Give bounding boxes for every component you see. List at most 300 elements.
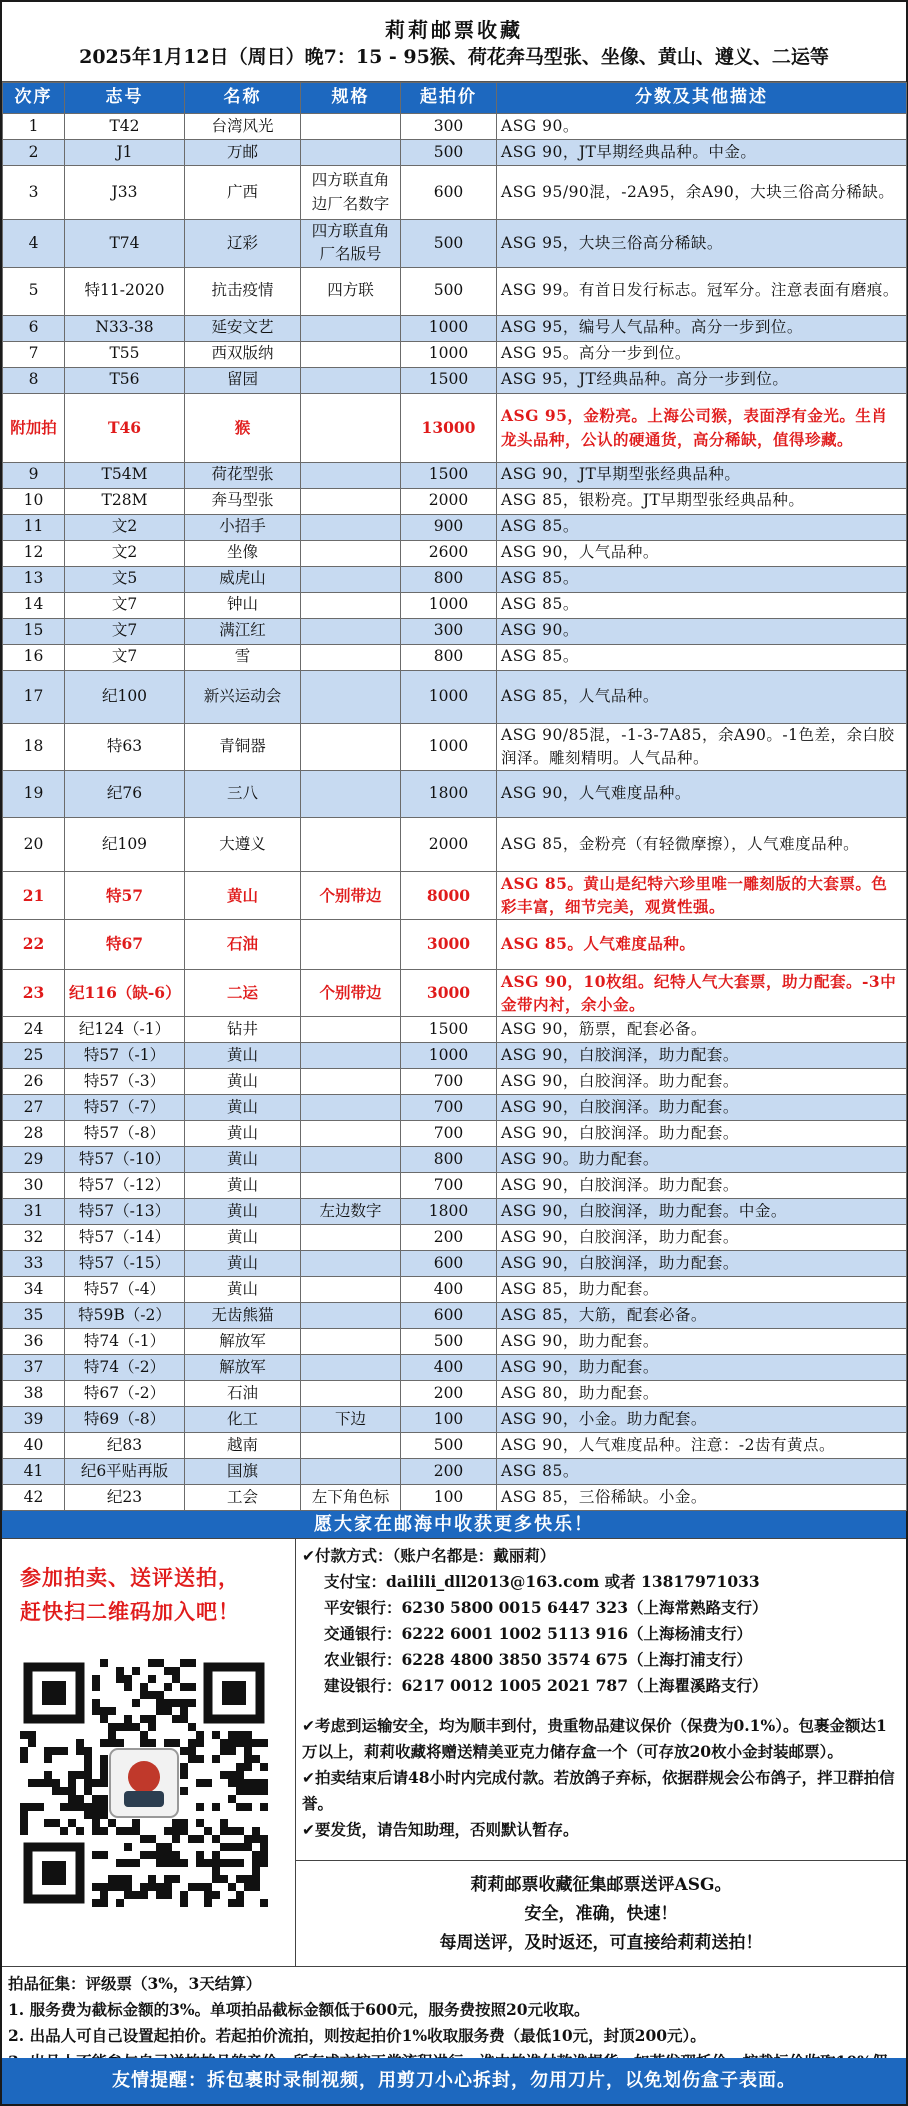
table-row xyxy=(3,1303,907,1329)
lot-description: ASG 90，白胶润泽，助力配套。 xyxy=(497,1043,907,1069)
stamp-spec xyxy=(301,393,401,462)
stamp-code: 特57 xyxy=(65,872,185,920)
stamp-spec xyxy=(301,341,401,367)
stamp-name: 石油 xyxy=(185,1381,301,1407)
shipping-note: ✔考虑到运输安全，均为顺丰到付，贵重物品建议保价（保费为0.1%）。包裹金额达1万以上，莉莉收藏将赠送精美亚克力储存盒一个（可存放20枚小金封装邮票）。 xyxy=(302,1716,887,1761)
stamp-code: 特57（-1） xyxy=(65,1043,185,1069)
lot-description: ASG 90，助力配套。 xyxy=(497,1355,907,1381)
lot-description: ASG 85，银粉亮。JT早期型张经典品种。 xyxy=(497,488,907,514)
payment-deadline-note: ✔拍卖结束后请48小时内完成付款。若放鸽子弃标，依据群规会公布鸽子，拌卫群拍信誉。 xyxy=(302,1768,895,1813)
start-price: 400 xyxy=(401,1355,497,1381)
lot-description: ASG 90，白胶润泽。助力配套。 xyxy=(497,1069,907,1095)
stamp-code: 特63 xyxy=(65,723,185,771)
stamp-code: T46 xyxy=(65,393,185,462)
stamp-name: 工会 xyxy=(185,1485,301,1511)
lot-description: ASG 85。 xyxy=(497,592,907,618)
lot-description: ASG 95，大块三俗高分稀缺。 xyxy=(497,220,907,268)
lot-description: ASG 90。 xyxy=(497,618,907,644)
stamp-name: 抗击疫情 xyxy=(185,267,301,315)
table-row xyxy=(3,919,907,969)
stamp-spec xyxy=(301,1069,401,1095)
lot-number: 34 xyxy=(3,1277,65,1303)
lot-number: 40 xyxy=(3,1433,65,1459)
start-price: 700 xyxy=(401,1173,497,1199)
bank-account: 交通银行：6222 6001 1002 5113 916（上海杨浦支行） xyxy=(324,1624,752,1643)
lot-description: ASG 85。黄山是纪特六珍里唯一雕刻版的大套票。色彩丰富，细节完美，观赏性强。 xyxy=(497,872,907,920)
stamp-name: 小招手 xyxy=(185,514,301,540)
stamp-code: T74 xyxy=(65,220,185,268)
stamp-name: 化工 xyxy=(185,1407,301,1433)
lot-description: ASG 85。 xyxy=(497,1459,907,1485)
stamp-name: 黄山 xyxy=(185,1225,301,1251)
stamp-code: 特69（-8） xyxy=(65,1407,185,1433)
slogan-line: 安全，准确，快速！ xyxy=(524,1904,678,1924)
table-row xyxy=(3,818,907,872)
table-row xyxy=(3,1199,907,1225)
stamp-name: 钻井 xyxy=(185,1017,301,1043)
table-header-row xyxy=(3,83,907,114)
col-header-name: 名称 xyxy=(185,83,301,114)
lot-description: ASG 85，大筋，配套必备。 xyxy=(497,1303,907,1329)
lot-table xyxy=(2,82,907,1511)
table-row xyxy=(3,1407,907,1433)
lot-description: ASG 95，JT经典品种。高分一步到位。 xyxy=(497,367,907,393)
lot-description: ASG 90，小金。助力配套。 xyxy=(497,1407,907,1433)
stamp-name: 坐像 xyxy=(185,540,301,566)
table-row xyxy=(3,1095,907,1121)
col-header-desc: 分数及其他描述 xyxy=(497,83,907,114)
stamp-code: 特74（-2） xyxy=(65,1355,185,1381)
start-price: 3000 xyxy=(401,969,497,1017)
lot-number: 37 xyxy=(3,1355,65,1381)
start-price: 800 xyxy=(401,1147,497,1173)
lot-number: 22 xyxy=(3,919,65,969)
start-price: 1500 xyxy=(401,367,497,393)
lot-number: 13 xyxy=(3,566,65,592)
stamp-code: J33 xyxy=(65,166,185,220)
lot-number: 23 xyxy=(3,969,65,1017)
start-price: 3000 xyxy=(401,919,497,969)
start-price: 1800 xyxy=(401,771,497,818)
footer-reminder: 友情提醒：拆包裹时录制视频，用剪刀小心拆封，勿用刀片，以免划伤盒子表面。 xyxy=(2,2058,906,2104)
lot-description: ASG 90，人气品种。 xyxy=(497,540,907,566)
lot-description: ASG 85，人气品种。 xyxy=(497,670,907,723)
lot-number: 1 xyxy=(3,114,65,140)
bank-account: 建设银行：6217 0012 1005 2021 787（上海瞿溪路支行） xyxy=(324,1676,768,1695)
stamp-name: 黄山 xyxy=(185,1043,301,1069)
lot-number: 26 xyxy=(3,1069,65,1095)
stamp-name: 钟山 xyxy=(185,592,301,618)
table-row xyxy=(3,1381,907,1407)
lot-number: 7 xyxy=(3,341,65,367)
qr-code-icon[interactable] xyxy=(20,1659,268,1907)
lot-description: ASG 90，白胶润泽。助力配套。 xyxy=(497,1173,907,1199)
lot-number: 14 xyxy=(3,592,65,618)
lot-description: ASG 85，三俗稀缺。小金。 xyxy=(497,1485,907,1511)
lot-description: ASG 85。人气难度品种。 xyxy=(497,919,907,969)
check-mark-icon: ✔ xyxy=(302,1717,315,1735)
stamp-spec: 左边数字 xyxy=(301,1199,401,1225)
table-row xyxy=(3,315,907,341)
table-row xyxy=(3,267,907,315)
stamp-name: 奔马型张 xyxy=(185,488,301,514)
stamp-spec xyxy=(301,1355,401,1381)
stamp-code: 特67（-2） xyxy=(65,1381,185,1407)
lot-number: 30 xyxy=(3,1173,65,1199)
table-row xyxy=(3,872,907,920)
shipment-request-note: ✔要发货，请告知助理，否则默认暂存。 xyxy=(302,1820,579,1839)
stamp-spec: 左下角色标 xyxy=(301,1485,401,1511)
stamp-name: 黄山 xyxy=(185,1199,301,1225)
table-row xyxy=(3,969,907,1017)
stamp-name: 满江红 xyxy=(185,618,301,644)
alipay-account: 支付宝：dailili_dll2013@163.com 或者 13817971033 xyxy=(324,1572,760,1591)
lot-number: 16 xyxy=(3,644,65,670)
start-price: 1000 xyxy=(401,341,497,367)
start-price: 200 xyxy=(401,1225,497,1251)
table-row xyxy=(3,670,907,723)
payment-title: ✔付款方式：（账户名都是：戴丽莉） xyxy=(302,1546,556,1565)
lot-number: 11 xyxy=(3,514,65,540)
stamp-spec: 个别带边 xyxy=(301,969,401,1017)
stamp-spec xyxy=(301,488,401,514)
stamp-code: T55 xyxy=(65,341,185,367)
rules-title: 拍品征集：评级票（3%，3天结算） xyxy=(8,1974,262,1993)
table-row xyxy=(3,1433,907,1459)
lot-description: ASG 80，助力配套。 xyxy=(497,1381,907,1407)
table-row xyxy=(3,462,907,488)
stamp-code: T42 xyxy=(65,114,185,140)
bank-account: 农业银行：6228 4800 3850 3574 675（上海打浦支行） xyxy=(324,1650,752,1669)
start-price: 1000 xyxy=(401,1043,497,1069)
start-price: 100 xyxy=(401,1407,497,1433)
lot-description: ASG 90，白胶润泽。助力配套。 xyxy=(497,1121,907,1147)
table-row xyxy=(3,1355,907,1381)
lot-description: ASG 90。助力配套。 xyxy=(497,1147,907,1173)
lot-number: 8 xyxy=(3,367,65,393)
start-price: 8000 xyxy=(401,872,497,920)
stamp-spec xyxy=(301,367,401,393)
start-price: 500 xyxy=(401,1329,497,1355)
stamp-spec xyxy=(301,1303,401,1329)
col-header-spec: 规格 xyxy=(301,83,401,114)
start-price: 300 xyxy=(401,618,497,644)
stamp-name: 黄山 xyxy=(185,872,301,920)
stamp-spec xyxy=(301,1043,401,1069)
stamp-spec xyxy=(301,670,401,723)
stamp-name: 石油 xyxy=(185,919,301,969)
stamp-spec xyxy=(301,514,401,540)
lot-number: 38 xyxy=(3,1381,65,1407)
lot-number: 10 xyxy=(3,488,65,514)
table-row xyxy=(3,220,907,268)
stamp-spec: 个别带边 xyxy=(301,872,401,920)
start-price: 900 xyxy=(401,514,497,540)
stamp-spec xyxy=(301,566,401,592)
stamp-code: N33-38 xyxy=(65,315,185,341)
start-price: 2000 xyxy=(401,488,497,514)
lot-number: 15 xyxy=(3,618,65,644)
lot-number: 31 xyxy=(3,1199,65,1225)
stamp-spec: 四方联直角边厂名数字 xyxy=(301,166,401,220)
lot-number: 39 xyxy=(3,1407,65,1433)
lot-number: 6 xyxy=(3,315,65,341)
stamp-code: 文2 xyxy=(65,514,185,540)
table-row xyxy=(3,166,907,220)
stamp-spec xyxy=(301,1173,401,1199)
stamp-name: 西双版纳 xyxy=(185,341,301,367)
stamp-code: 文2 xyxy=(65,540,185,566)
start-price: 2600 xyxy=(401,540,497,566)
check-mark-icon: ✔ xyxy=(302,1547,315,1565)
stamp-code: 纪109 xyxy=(65,818,185,872)
stamp-code: 文7 xyxy=(65,618,185,644)
lot-description: ASG 90，人气难度品种。注意：-2齿有黄点。 xyxy=(497,1433,907,1459)
table-row xyxy=(3,341,907,367)
col-header-code: 志号 xyxy=(65,83,185,114)
start-price: 700 xyxy=(401,1121,497,1147)
stamp-name: 留园 xyxy=(185,367,301,393)
stamp-code: 特74（-1） xyxy=(65,1329,185,1355)
lot-description: ASG 99。有首日发行标志。冠军分。注意表面有磨痕。 xyxy=(497,267,907,315)
stamp-name: 辽彩 xyxy=(185,220,301,268)
stamp-spec xyxy=(301,462,401,488)
stamp-code: T28M xyxy=(65,488,185,514)
lot-description: ASG 90/85混，-1-3-7A85，余A90。-1色差，余白胶润泽。雕刻精明。人气品种。 xyxy=(497,723,907,771)
stamp-code: T56 xyxy=(65,367,185,393)
lot-number: 附加拍 xyxy=(3,393,65,462)
lot-description: ASG 95，金粉亮。上海公司猴，表面浮有金光。生肖龙头品种，公认的硬通货，高分稀缺，值得珍藏。 xyxy=(497,393,907,462)
stamp-name: 黄山 xyxy=(185,1095,301,1121)
stamp-name: 猴 xyxy=(185,393,301,462)
page-title: 莉莉邮票收藏 xyxy=(385,18,523,42)
header xyxy=(2,2,906,82)
stamp-code: 特57（-10） xyxy=(65,1147,185,1173)
start-price: 800 xyxy=(401,566,497,592)
start-price: 700 xyxy=(401,1069,497,1095)
stamp-code: 特57（-3） xyxy=(65,1069,185,1095)
table-row xyxy=(3,592,907,618)
table-row xyxy=(3,1043,907,1069)
stamp-name: 青铜器 xyxy=(185,723,301,771)
stamp-spec xyxy=(301,1147,401,1173)
start-price: 500 xyxy=(401,1433,497,1459)
lot-description: ASG 90，JT早期经典品种。中金。 xyxy=(497,140,907,166)
rule-item: 1. 服务费为截标金额的3%。单项拍品截标金额低于600元，服务费按照20元收取。 xyxy=(8,2000,590,2019)
table-row xyxy=(3,1121,907,1147)
stamp-name: 大遵义 xyxy=(185,818,301,872)
stamp-spec: 四方联直角厂名版号 xyxy=(301,220,401,268)
lot-number: 17 xyxy=(3,670,65,723)
stamp-spec xyxy=(301,771,401,818)
stamp-spec xyxy=(301,1329,401,1355)
table-row xyxy=(3,540,907,566)
stamp-name: 无齿熊猫 xyxy=(185,1303,301,1329)
lot-number: 3 xyxy=(3,166,65,220)
start-price: 1000 xyxy=(401,315,497,341)
stamp-name: 黄山 xyxy=(185,1147,301,1173)
stamp-spec xyxy=(301,1251,401,1277)
stamp-code: 特57（-13） xyxy=(65,1199,185,1225)
stamp-code: 纪116（缺-6） xyxy=(65,969,185,1017)
lot-number: 12 xyxy=(3,540,65,566)
lot-description: ASG 90。 xyxy=(497,114,907,140)
stamp-spec xyxy=(301,1433,401,1459)
lot-description: ASG 95。高分一步到位。 xyxy=(497,341,907,367)
stamp-spec xyxy=(301,1017,401,1043)
table-row xyxy=(3,1147,907,1173)
start-price: 1800 xyxy=(401,1199,497,1225)
stamp-code: 特57（-12） xyxy=(65,1173,185,1199)
stamp-code: 特67 xyxy=(65,919,185,969)
lot-description: ASG 85，金粉亮（有轻微摩擦），人气难度品种。 xyxy=(497,818,907,872)
stamp-name: 解放军 xyxy=(185,1355,301,1381)
stamp-spec xyxy=(301,114,401,140)
table-row xyxy=(3,488,907,514)
stamp-code: 文5 xyxy=(65,566,185,592)
table-row xyxy=(3,514,907,540)
auction-subtitle: 2025年1月12日（周日）晚7：15 - 95猴、荷花奔马型张、坐像、黄山、遵义、二运等 xyxy=(79,46,829,68)
start-price: 700 xyxy=(401,1095,497,1121)
start-price: 200 xyxy=(401,1459,497,1485)
stamp-code: 纪23 xyxy=(65,1485,185,1511)
lot-number: 29 xyxy=(3,1147,65,1173)
stamp-spec xyxy=(301,315,401,341)
start-price: 500 xyxy=(401,220,497,268)
start-price: 1500 xyxy=(401,462,497,488)
lot-number: 5 xyxy=(3,267,65,315)
stamp-code: 纪124（-1） xyxy=(65,1017,185,1043)
stamp-spec xyxy=(301,140,401,166)
promo-line-1: 参加拍卖、送评送拍， xyxy=(20,1565,240,1590)
lot-description: ASG 85。 xyxy=(497,644,907,670)
start-price: 1000 xyxy=(401,670,497,723)
stamp-spec xyxy=(301,1459,401,1485)
stamp-code: 特57（-7） xyxy=(65,1095,185,1121)
stamp-code: 特11-2020 xyxy=(65,267,185,315)
table-row xyxy=(3,723,907,771)
stamp-code: 纪100 xyxy=(65,670,185,723)
lot-number: 42 xyxy=(3,1485,65,1511)
stamp-code: 纪76 xyxy=(65,771,185,818)
stamp-name: 越南 xyxy=(185,1433,301,1459)
lot-description: ASG 95/90混，-2A95，余A90，大块三俗高分稀缺。 xyxy=(497,166,907,220)
promo-line-2: 赶快扫二维码加入吧！ xyxy=(20,1599,240,1624)
table-row xyxy=(3,1017,907,1043)
stamp-spec xyxy=(301,618,401,644)
stamp-name: 新兴运动会 xyxy=(185,670,301,723)
stamp-name: 黄山 xyxy=(185,1277,301,1303)
lot-description: ASG 90，白胶润泽，助力配套。中金。 xyxy=(497,1199,907,1225)
lot-number: 25 xyxy=(3,1043,65,1069)
promo-panel xyxy=(2,1539,296,1966)
lot-description: ASG 90，10枚组。纪特人气大套票，助力配套。-3中金带内衬，余小金。 xyxy=(497,969,907,1017)
slogan-line: 每周送评，及时返还，可直接给莉莉送拍！ xyxy=(439,1933,763,1953)
table-row xyxy=(3,1173,907,1199)
stamp-code: 特57（-15） xyxy=(65,1251,185,1277)
stamp-code: T54M xyxy=(65,462,185,488)
table-row xyxy=(3,1251,907,1277)
stamp-name: 国旗 xyxy=(185,1459,301,1485)
lot-number: 24 xyxy=(3,1017,65,1043)
stamp-code: 特59B（-2） xyxy=(65,1303,185,1329)
stamp-spec xyxy=(301,1381,401,1407)
stamp-name: 广西 xyxy=(185,166,301,220)
lot-description: ASG 85。 xyxy=(497,566,907,592)
table-row xyxy=(3,1485,907,1511)
bank-account: 平安银行：6230 5800 0015 6447 323（上海常熟路支行） xyxy=(324,1598,768,1617)
stamp-name: 黄山 xyxy=(185,1173,301,1199)
start-price: 300 xyxy=(401,114,497,140)
lot-number: 4 xyxy=(3,220,65,268)
stamp-name: 黄山 xyxy=(185,1121,301,1147)
start-price: 1000 xyxy=(401,723,497,771)
lot-description: ASG 90，白胶润泽，助力配套。 xyxy=(497,1225,907,1251)
stamp-spec xyxy=(301,1121,401,1147)
stamp-spec xyxy=(301,1225,401,1251)
lot-description: ASG 90，白胶润泽，助力配套。 xyxy=(497,1251,907,1277)
stamp-code: J1 xyxy=(65,140,185,166)
slogan-panel xyxy=(296,1861,906,1966)
wish-banner: 愿大家在邮海中收获更多快乐！ xyxy=(2,1511,906,1539)
lot-description: ASG 90，筋票，配套必备。 xyxy=(497,1017,907,1043)
table-row xyxy=(3,367,907,393)
stamp-spec xyxy=(301,919,401,969)
start-price: 200 xyxy=(401,1381,497,1407)
lot-number: 32 xyxy=(3,1225,65,1251)
stamp-name: 二运 xyxy=(185,969,301,1017)
stamp-name: 黄山 xyxy=(185,1251,301,1277)
slogan-line: 莉莉邮票收藏征集邮票送评ASG。 xyxy=(470,1875,732,1895)
table-row xyxy=(3,771,907,818)
lot-description: ASG 90，人气难度品种。 xyxy=(497,771,907,818)
table-row xyxy=(3,644,907,670)
table-row xyxy=(3,566,907,592)
table-row xyxy=(3,140,907,166)
table-row xyxy=(3,1329,907,1355)
lot-description: ASG 90，JT早期型张经典品种。 xyxy=(497,462,907,488)
stamp-name: 解放军 xyxy=(185,1329,301,1355)
start-price: 2000 xyxy=(401,818,497,872)
start-price: 13000 xyxy=(401,393,497,462)
stamp-name: 三八 xyxy=(185,771,301,818)
stamp-name: 雪 xyxy=(185,644,301,670)
start-price: 100 xyxy=(401,1485,497,1511)
lot-description: ASG 95，编号人气品种。高分一步到位。 xyxy=(497,315,907,341)
stamp-spec xyxy=(301,818,401,872)
info-section xyxy=(2,1539,906,1967)
start-price: 1000 xyxy=(401,592,497,618)
table-row xyxy=(3,1459,907,1485)
table-row xyxy=(3,393,907,462)
lot-description: ASG 90，助力配套。 xyxy=(497,1329,907,1355)
start-price: 500 xyxy=(401,140,497,166)
table-row xyxy=(3,114,907,140)
lot-number: 19 xyxy=(3,771,65,818)
stamp-code: 特57（-8） xyxy=(65,1121,185,1147)
stamp-code: 特57（-4） xyxy=(65,1277,185,1303)
lot-number: 2 xyxy=(3,140,65,166)
rule-item: 2. 出品人可自己设置起拍价。若起拍价流拍，则按起拍价1%收取服务费（最低10元，封顶200元）。 xyxy=(8,2026,706,2045)
stamp-code: 文7 xyxy=(65,644,185,670)
lot-number: 27 xyxy=(3,1095,65,1121)
lot-number: 41 xyxy=(3,1459,65,1485)
stamp-spec xyxy=(301,723,401,771)
col-header-price: 起拍价 xyxy=(401,83,497,114)
lot-number: 18 xyxy=(3,723,65,771)
payment-column xyxy=(296,1539,906,1966)
stamp-spec xyxy=(301,1277,401,1303)
